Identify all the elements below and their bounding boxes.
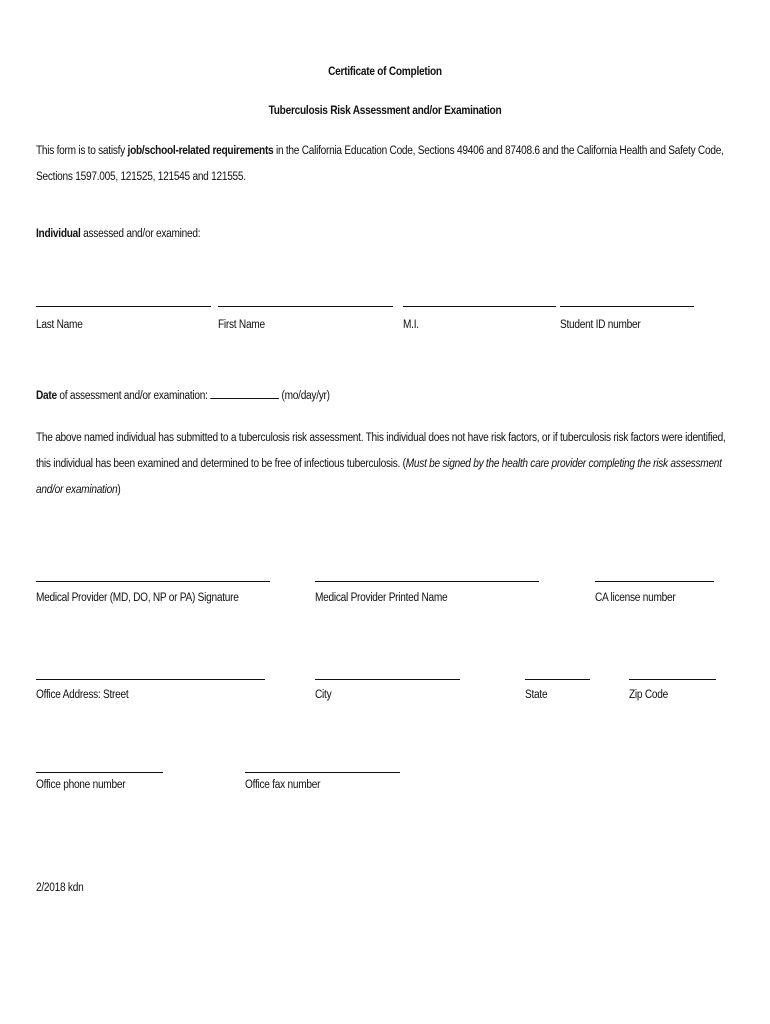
statement-close: ) bbox=[117, 484, 121, 496]
statement-text: The above named individual has submitted to a tuberculosis risk assessment. This individual does not have risk factors, or if tuberculosis risk factors were identified, this individual has been examined and determined to be free of infectious tuberculosis. ( bbox=[36, 432, 726, 470]
date-line[interactable] bbox=[210, 387, 279, 399]
mi-line[interactable] bbox=[403, 306, 556, 307]
fax-line[interactable] bbox=[245, 772, 400, 773]
date-row bbox=[36, 387, 330, 403]
license-label: CA license number bbox=[595, 592, 676, 604]
phone-label: Office phone number bbox=[36, 779, 126, 791]
printed-name-line[interactable] bbox=[315, 581, 539, 582]
city-line[interactable] bbox=[315, 679, 460, 680]
document-subtitle: Tuberculosis Risk Assessment and/or Examination bbox=[268, 105, 502, 117]
phone-line[interactable] bbox=[36, 772, 163, 773]
state-line[interactable] bbox=[525, 679, 590, 680]
zip-label: Zip Code bbox=[629, 689, 668, 701]
footer-revision: 2/2018 kdn bbox=[36, 882, 84, 894]
intro-prefix: This form is to satisfy bbox=[36, 145, 128, 157]
individual-rest: assessed and/or examined: bbox=[80, 228, 201, 240]
individual-bold: Individual bbox=[36, 228, 81, 240]
intro-paragraph bbox=[36, 138, 731, 190]
fax-label: Office fax number bbox=[245, 779, 321, 791]
student-id-line[interactable] bbox=[560, 306, 694, 307]
document-title: Certificate of Completion bbox=[328, 66, 442, 78]
signature-label: Medical Provider (MD, DO, NP or PA) Signature bbox=[36, 592, 239, 604]
student-id-label: Student ID number bbox=[560, 319, 641, 331]
mi-label: M.I. bbox=[403, 319, 419, 331]
last-name-label: Last Name bbox=[36, 319, 83, 331]
printed-name-label: Medical Provider Printed Name bbox=[315, 592, 448, 604]
zip-line[interactable] bbox=[629, 679, 716, 680]
date-bold: Date bbox=[36, 390, 57, 402]
street-line[interactable] bbox=[36, 679, 265, 680]
last-name-line[interactable] bbox=[36, 306, 211, 307]
intro-suffix: in the California Education Code, Sections 49406 and 87408.6 and the California Health and Safety Code, Sections 1597.005, 121525, 121545 and 121555. bbox=[36, 145, 724, 183]
city-label: City bbox=[315, 689, 332, 701]
individual-heading bbox=[36, 229, 200, 241]
statement-paragraph bbox=[36, 425, 731, 503]
intro-bold: job/school-related requirements bbox=[127, 145, 274, 157]
first-name-line[interactable] bbox=[218, 306, 393, 307]
state-label: State bbox=[525, 689, 548, 701]
license-line[interactable] bbox=[595, 581, 714, 582]
date-rest: of assessment and/or examination: bbox=[56, 390, 211, 402]
statement-italic: Must be signed by the health care provider completing the risk assessment and/or examination bbox=[36, 458, 722, 496]
signature-line[interactable] bbox=[36, 581, 270, 582]
first-name-label: First Name bbox=[218, 319, 265, 331]
street-label: Office Address: Street bbox=[36, 689, 129, 701]
date-format: (mo/day/yr) bbox=[281, 390, 330, 402]
